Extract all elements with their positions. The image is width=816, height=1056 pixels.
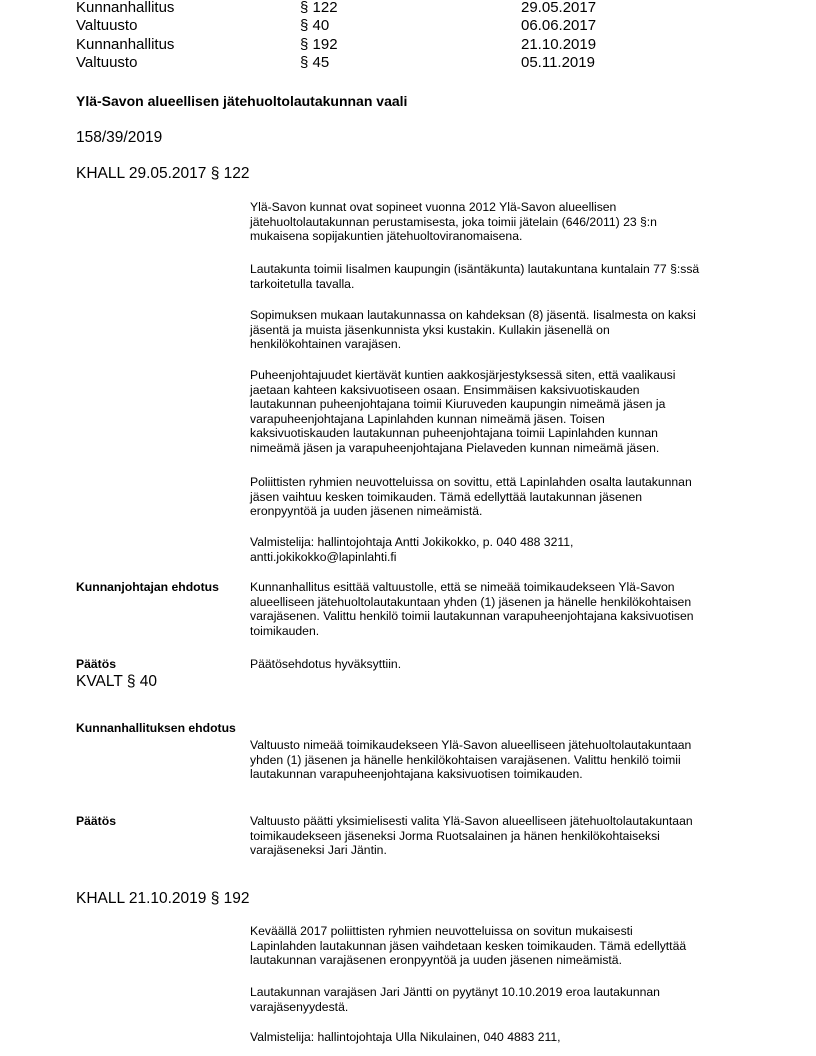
history-body: Kunnanhallitus [76,36,175,53]
case-number: 158/39/2019 [76,129,163,146]
paragraph: Sopimuksen mukaan lautakunnassa on kahdeksan (8) jäsentä. Iisalmesta on kaksi jäsentä ja muista jäsenkunnista yksi kustakin. Kullakin jäsenellä on henkilökohtainen varajäsen. [250,308,696,352]
history-date: 06.06.2017 [521,17,597,34]
paragraph: Valtuusto nimeää toimikaudekseen Ylä-Savon alueelliseen jätehuoltolautakuntaan yhden (1) jäsenen ja hänelle henkilökohtaisen varajäsenen. Valittu henkilö toimii lautakunnan varapuheenjohtajana kaksivuotisen toimikauden. [250,738,692,782]
decision-label: Päätös [76,657,116,671]
history-section: § 45 [300,54,330,71]
preparer [250,535,750,564]
khall-2017-body [250,262,750,291]
preparer-email: antti.jokikokko@lapinlahti.fi [250,549,397,564]
history-body: Valtuusto [76,54,138,71]
document-title: Ylä-Savon alueellisen jätehuoltolautakunnan vaali [76,93,408,109]
history-row [0,17,816,35]
paragraph: Ylä-Savon kunnat ovat sopineet vuonna 2012 Ylä-Savon alueellisen jätehuoltolautakunnan perustamisesta, joka toimii jätelain (646/2011) 23 §:n mukaisena sopijakuntien jätehuoltoviranomaisena. [250,200,657,244]
khall-2017-body [250,368,750,456]
paragraph: Valmistelija: hallintojohtaja Antti Jokikokko, p. 040 488 3211, antti.jokikokko@lapinlahti.fi [250,535,574,564]
history-body: Kunnanhallitus [76,0,175,16]
khall-2019-body [250,985,750,1014]
kvalt-heading: KVALT § 40 [76,673,157,690]
proposal-text [250,738,750,782]
history-section: § 192 [300,36,338,53]
history-date: 29.05.2017 [521,0,597,16]
history-section: § 40 [300,17,330,34]
khall-2017-heading: KHALL 29.05.2017 § 122 [76,165,250,182]
decision-text [250,814,750,858]
proposal-label: Kunnanjohtajan ehdotus [76,580,219,594]
history-body: Valtuusto [76,17,138,34]
khall-2017-body [250,308,750,352]
history-date: 05.11.2019 [521,54,595,71]
history-row [0,36,816,54]
khall-2019-body [250,1030,750,1045]
paragraph: Valtuusto päätti yksimielisesti valita Ylä-Savon alueelliseen jätehuoltolautakuntaan toimikaudekseen jäseneksi Jorma Ruotsalainen ja hänen henkilökohtaiseksi varajäseneksi Jari Jäntin. [250,814,693,858]
paragraph: Valmistelija: hallintojohtaja Ulla Nikulainen, 040 4883 211, [250,1030,561,1044]
history-row [0,0,816,17]
khall-2019-heading: KHALL 21.10.2019 § 192 [76,890,250,907]
paragraph: Lautakunta toimii Iisalmen kaupungin (isäntäkunta) lautakuntana kuntalain 77 §:ssä tarkoitetulla tavalla. [250,262,700,291]
history-row [0,54,816,72]
proposal-text [250,580,750,638]
paragraph: Lautakunnan varajäsen Jari Jäntti on pyytänyt 10.10.2019 eroa lautakunnan varajäsenyydestä. [250,985,660,1014]
paragraph: Puheenjohtajuudet kiertävät kuntien aakkosjärjestyksessä siten, että vaalikausi jaetaan kahteen kaksivuotiseen osaan. Ensimmäisen kaksivuotiskauden lautakunnan puheenjohtajana toimii Kiuruveden kaupungin nimeämä jäsen ja varapuheenjohtajana Lapinlahden kunnan nimeämä jäsen. Toisen kaksivuotiskauden lautakunnan puheenjohtajana toimii Lapinlahden kunnan nimeämä jäsen ja varapuheenjohtajana Pielaveden kunnan nimeämä jäsen. [250,368,676,455]
proposal-label: Kunnanhallituksen ehdotus [76,721,236,735]
decision-text: Päätösehdotus hyväksyttiin. [250,657,402,671]
paragraph: Poliittisten ryhmien neuvotteluissa on sovittu, että Lapinlahden osalta lautakunnan jäsen vaihtuu kesken toimikauden. Tämä edellyttää lautakunnan jäsenen eronpyyntöä ja uuden jäsenen nimeämistä. [250,475,692,519]
paragraph: Keväällä 2017 poliittisten ryhmien neuvotteluissa on sovitun mukaisesti Lapinlahden lautakunnan jäsen vaihdetaan kesken toimikauden. Tämä edellyttää lautakunnan varajäsenen eronpyyntöä ja uuden jäsenen nimeämistä. [250,924,687,968]
khall-2017-body [250,200,750,244]
history-date: 21.10.2019 [521,36,597,53]
khall-2017-body [250,475,750,519]
khall-2019-body [250,924,750,968]
history-section: § 122 [300,0,338,16]
decision-label: Päätös [76,814,116,828]
paragraph: Kunnanhallitus esittää valtuustolle, että se nimeää toimikaudekseen Ylä-Savon alueelliseen jätehuoltolautakuntaan yhden (1) jäsenen ja hänelle henkilökohtaisen varajäsenen. Valittu henkilö toimii lautakunnan varapuheenjohtajana kaksivuotisen toimikauden. [250,580,694,638]
